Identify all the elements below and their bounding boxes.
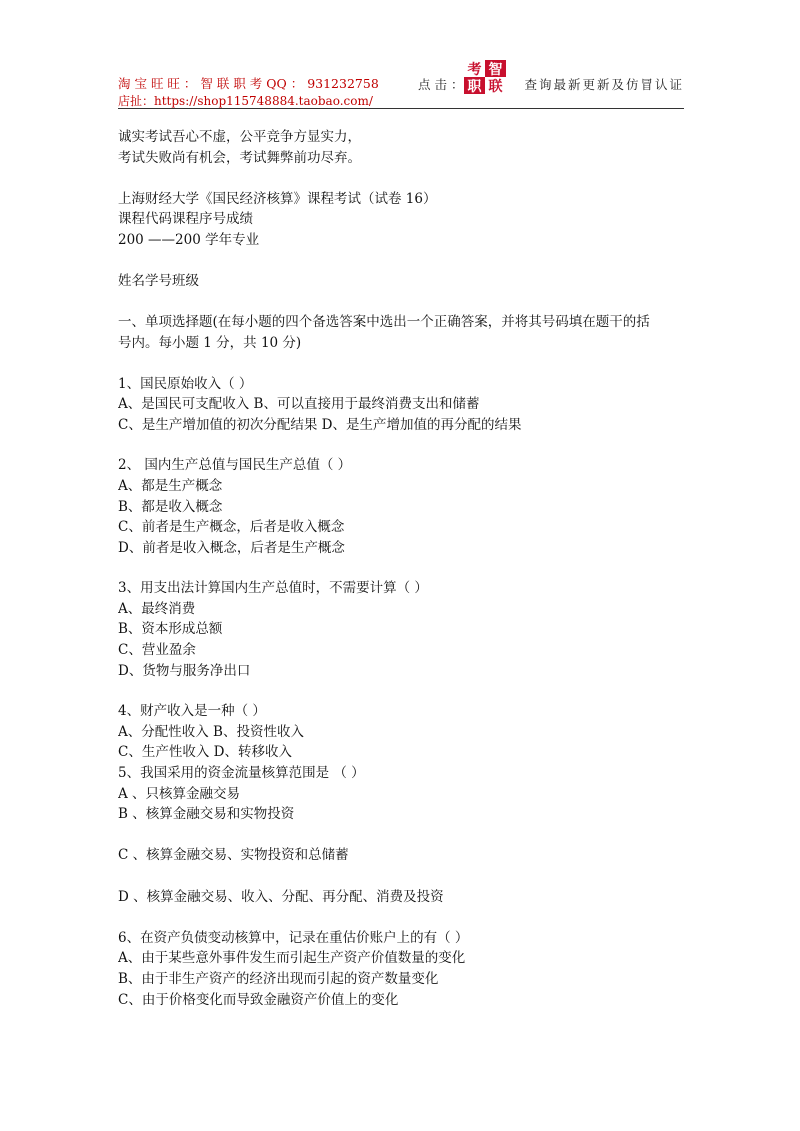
logo-char: 职 xyxy=(467,79,482,94)
exam-body xyxy=(118,127,684,1010)
course-info: 课程代码课程序号成绩 xyxy=(118,211,253,228)
option-line: B、资本形成总额 xyxy=(118,621,223,638)
option-line: D 、核算金融交易、收入、分配、再分配、消费及投资 xyxy=(118,888,444,905)
zhilian-logo-icon[interactable] xyxy=(464,60,506,94)
option-line: D、货物与服务净出口 xyxy=(118,662,251,679)
oath-line: 诚实考试吾心不虚，公平竞争方显实力， xyxy=(118,129,361,145)
question-4: 4、财产收入是一种（ ） xyxy=(118,703,266,720)
option-line: C、生产性收入 D、转移收入 xyxy=(118,744,292,761)
option-line: D、前者是收入概念，后者是生产概念 xyxy=(118,539,345,556)
option-line: C 、核算金融交易、实物投资和总储蓄 xyxy=(118,847,349,864)
logo-char: 考 xyxy=(467,62,482,78)
option-line: A 、只核算金融交易 xyxy=(118,785,241,802)
question-1: 1、国民原始收入（ ） xyxy=(118,375,253,392)
option-line: C、营业盈余 xyxy=(118,642,196,659)
question-3: 3、用支出法计算国内生产总值时，不需要计算（ ） xyxy=(118,580,428,597)
option-line: A、是国民可支配收入 B、可以直接用于最终消费支出和储蓄 xyxy=(118,396,480,413)
oath-line: 考试失败尚有机会，考试舞弊前功尽弃。 xyxy=(118,149,361,166)
option-line: C、是生产增加值的初次分配结果 D、是生产增加值的再分配的结果 xyxy=(118,416,522,433)
option-line: B、都是收入概念 xyxy=(118,498,223,515)
student-info: 姓名学号班级 xyxy=(118,273,199,290)
option-line: B 、核算金融交易和实物投资 xyxy=(118,806,295,823)
option-line: A、分配性收入 B、投资性收入 xyxy=(118,723,304,740)
option-line: A、都是生产概念 xyxy=(118,477,223,494)
header-divider xyxy=(118,108,684,109)
page-header xyxy=(118,62,684,110)
option-line: B、由于非生产资产的经济出现而引起的资产数量变化 xyxy=(118,970,439,987)
section-heading: 一、单项选择题(在每小题的四个备选答案中选出一个正确答案，并将其号码填在题干的括 xyxy=(118,314,650,331)
verify-link[interactable]: 查询最新更新及仿冒认证 xyxy=(524,77,684,92)
shop-contact-line: 淘 宝 旺 旺 ： 智 联 职 考 QQ ： 931232758 xyxy=(118,76,379,91)
question-6: 6、在资产负债变动核算中，记录在重估价账户上的有（ ） xyxy=(118,929,469,946)
section-heading: 号内。每小题 1 分，共 10 分) xyxy=(118,334,302,351)
click-label: 点 击 ： xyxy=(418,77,464,92)
logo-char: 智 xyxy=(488,62,503,78)
shop-url-link[interactable]: 店扯：https://shop115748884.taobao.com/ xyxy=(118,94,373,108)
exam-title: 上海财经大学《国民经济核算》课程考试（试卷 16） xyxy=(118,190,437,207)
option-line: A、由于某些意外事件发生而引起生产资产价值数量的变化 xyxy=(118,950,466,967)
option-line: C、前者是生产概念，后者是收入概念 xyxy=(118,519,345,536)
logo-char: 联 xyxy=(488,79,503,94)
option-line: C、由于价格变化而导致金融资产价值上的变化 xyxy=(118,991,399,1008)
year-info: 200 ——200 学年专业 xyxy=(118,231,260,248)
question-2: 2、 国内生产总值与国民生产总值（ ） xyxy=(118,457,352,474)
option-line: A、最终消费 xyxy=(118,600,196,617)
question-5: 5、我国采用的资金流量核算范围是 （ ） xyxy=(118,765,365,782)
